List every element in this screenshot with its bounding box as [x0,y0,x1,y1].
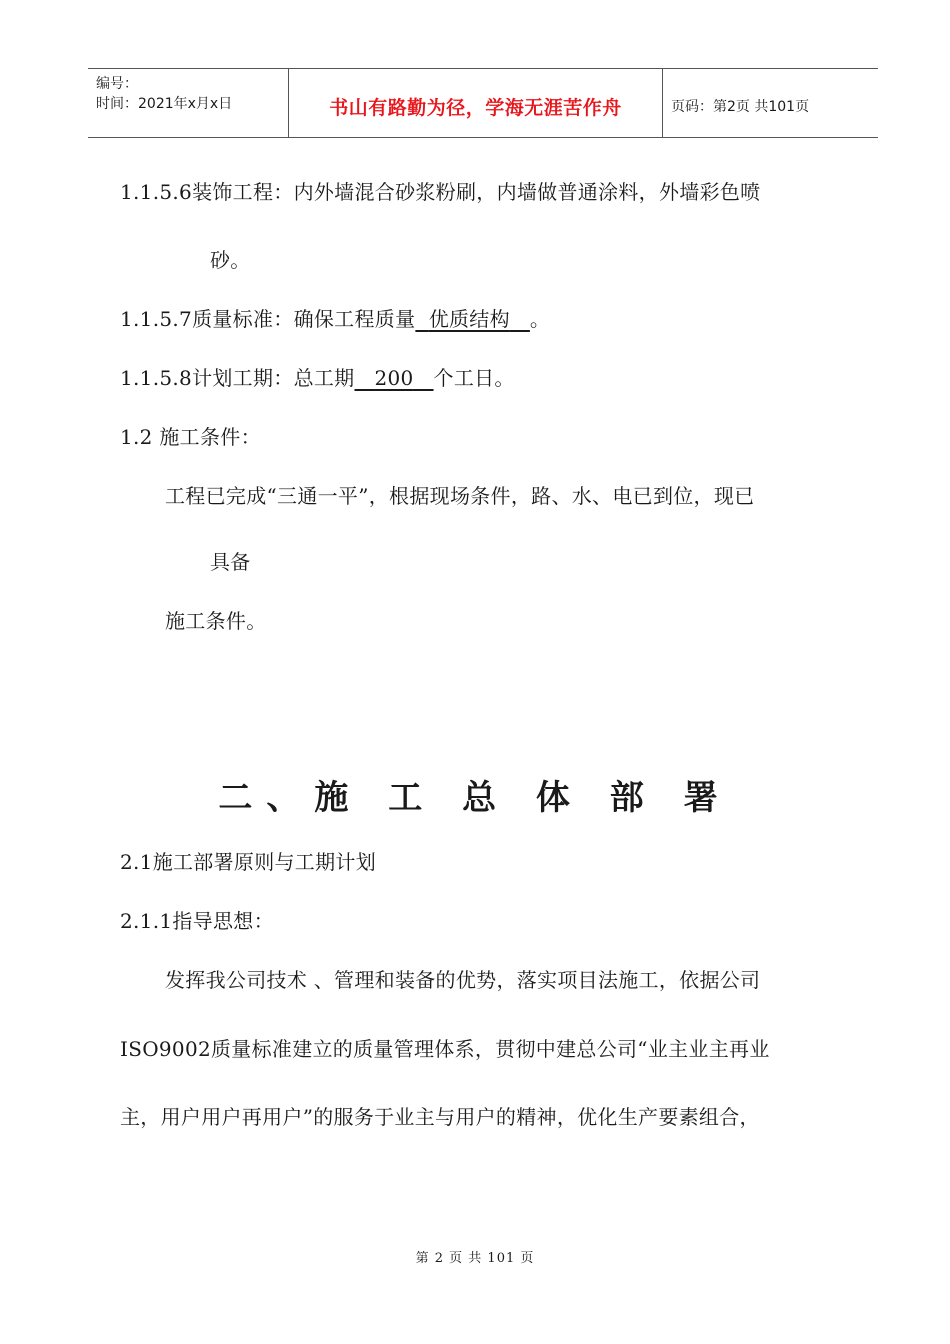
header-page-info: 页码：第2页 共101页 [671,99,810,115]
section-1-2-line2: 具备 [210,550,251,574]
paragraph-quality-standard [120,303,550,332]
paragraph-decoration-line1: 1.1.5.6装饰工程：内外墙混合砂浆粉刷，内墙做普通涂料，外墙彩色喷 [120,180,761,204]
section-1-2-title: 1.2 施工条件： [120,425,261,449]
paragraph-decoration-line2: 砂。 [210,248,251,272]
header-number-label: 编号： [96,76,138,92]
guiding-paragraph-line2: ISO9002质量标准建立的质量管理体系，贯彻中建总公司“业主业主再业 [120,1037,770,1061]
schedule-prefix: 1.1.5.8计划工期：总工期 [120,366,355,390]
section-1-2-line1: 工程已完成“三通一平”，根据现场条件，路、水、电已到位，现已 [165,484,755,508]
chapter-title: 二、施 工 总 体 部 署 [218,778,732,818]
schedule-value: 200 [374,366,414,390]
header-meta-cell [88,69,289,137]
guiding-paragraph-line3: 主，用户用户再用户”的服务于业主与用户的精神，优化生产要素组合， [120,1105,760,1129]
schedule-suffix: 个工日。 [433,366,515,390]
header-motto-cell [289,69,663,137]
header-time-label: 时间：2021年x月x日 [96,96,233,112]
quality-standard-suffix: 。 [529,307,551,331]
quality-standard-value: 优质结构 [428,307,510,331]
section-1-2-line3: 施工条件。 [165,609,267,633]
page-header [88,68,878,138]
header-page-cell [663,69,878,137]
guiding-paragraph-line1: 发挥我公司技术 、管理和装备的优势，落实项目法施工，依据公司 [165,968,761,992]
quality-standard-prefix: 1.1.5.7质量标准：确保工程质量 [120,307,416,331]
section-2-1-1-title: 2.1.1指导思想： [120,909,274,933]
paragraph-schedule [120,362,515,391]
section-2-1-title: 2.1施工部署原则与工期计划 [120,850,377,874]
header-motto: 书山有路勤为径，学海无涯苦作舟 [329,97,622,119]
page-footer: 第 2 页 共 101 页 [415,1251,535,1266]
